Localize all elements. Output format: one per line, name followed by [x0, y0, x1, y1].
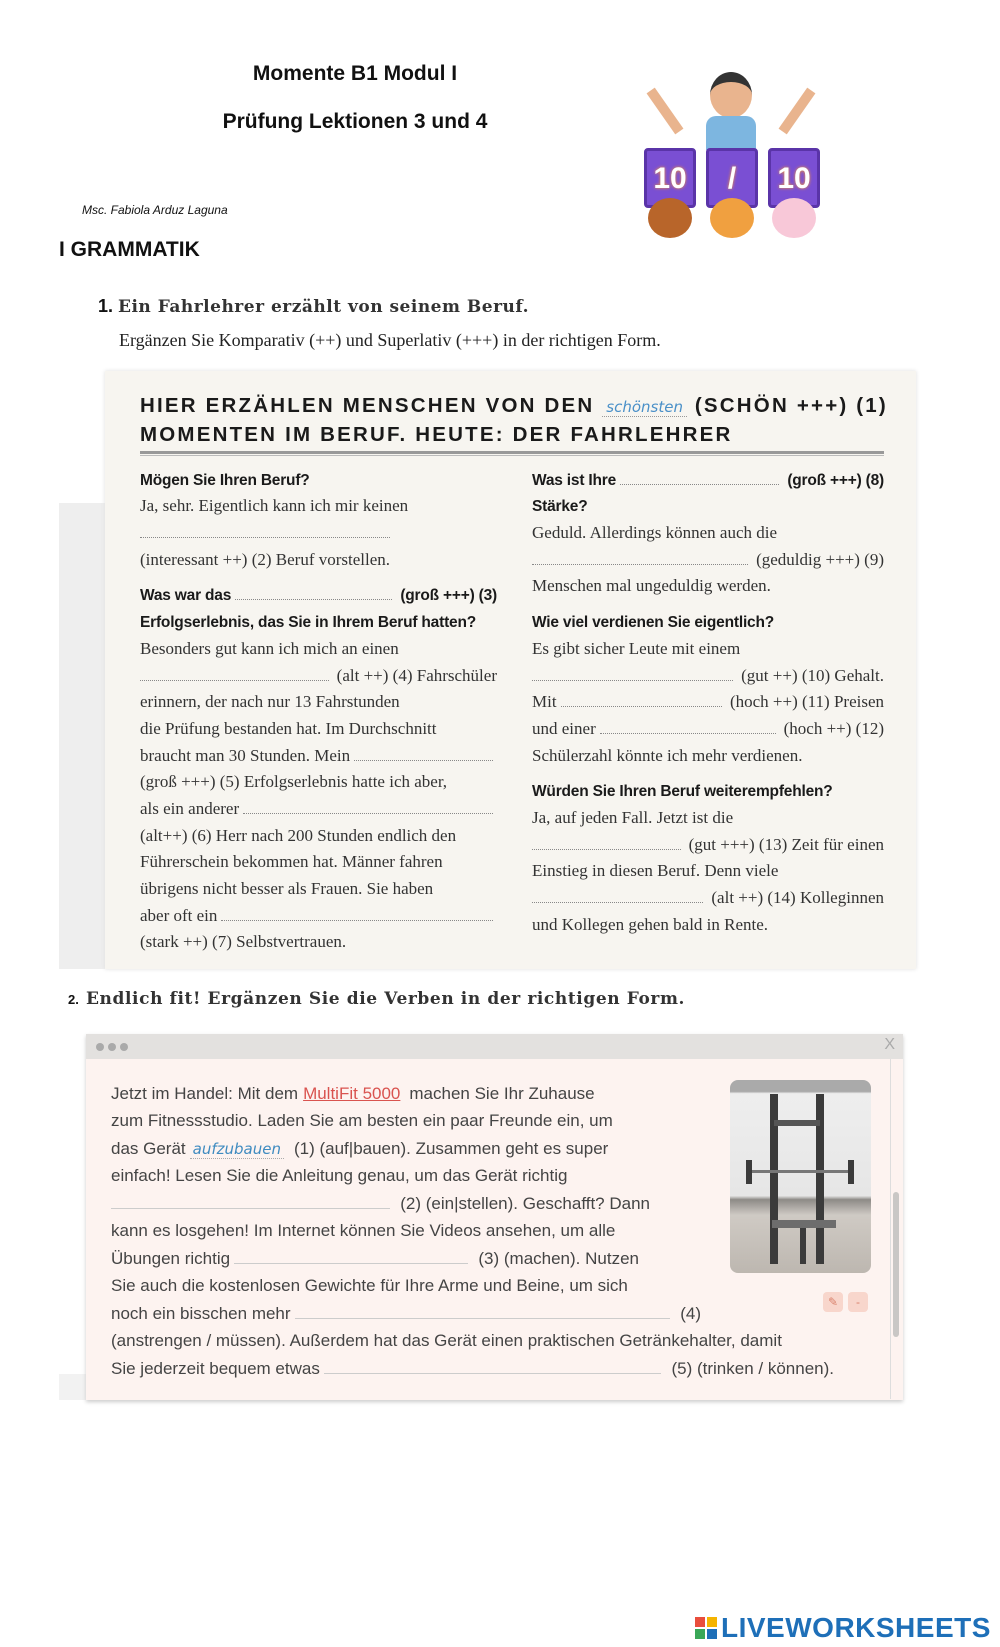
- text-line: [140, 739, 497, 766]
- page-title: Momente B1 Modul I: [252, 62, 458, 85]
- text-line: [111, 1131, 834, 1159]
- score-sticker-image: [640, 66, 825, 251]
- text-line: [532, 490, 884, 517]
- line-text: (geduldig +++) (9): [756, 549, 884, 569]
- line-text: (1) (auf|bauen). Zusammen geht es super: [293, 1138, 609, 1158]
- exercise-title: Endlich fit! Ergänzen Sie die Verben in der richtigen Form.: [86, 989, 686, 1009]
- answer-blank-input[interactable]: [234, 1263, 468, 1264]
- score-card: /: [706, 148, 758, 208]
- gray-margin: [59, 503, 107, 969]
- text-line: [532, 881, 884, 908]
- title-text: MOMENTEN IM BERUF. HEUTE: DER FAHRLEHRER: [140, 423, 733, 446]
- text-line: [111, 1241, 639, 1269]
- article-title: [140, 392, 888, 448]
- bunny-icon: [772, 198, 816, 238]
- text-line: [532, 543, 884, 570]
- text-line: [532, 659, 884, 686]
- line-text: das Gerät: [111, 1138, 186, 1158]
- text-line: [140, 543, 497, 570]
- text-line: [532, 570, 884, 597]
- answer-blank-input[interactable]: [221, 920, 493, 921]
- line-text: erinnern, der nach nur 13 Fahrstunden: [140, 692, 400, 712]
- line-text: Jetzt im Handel: Mit dem: [111, 1083, 299, 1103]
- liveworksheets-logo: [695, 1612, 991, 1644]
- line-text: machen Sie Ihr Zuhause: [409, 1083, 595, 1103]
- line-text: (alt++) (6) Herr nach 200 Stunden endlich den: [140, 825, 457, 845]
- line-text: einfach! Lesen Sie die Anleitung genau, um das Gerät richtig: [111, 1166, 568, 1185]
- line-text: Besonders gut kann ich mich an einen: [140, 638, 399, 658]
- line-text: Mögen Sie Ihren Beruf?: [140, 471, 310, 489]
- line-text: (groß +++) (8): [787, 471, 884, 489]
- line-text: Erfolgserlebnis, das Sie in Ihrem Beruf hatten?: [140, 614, 476, 632]
- divider: [140, 451, 884, 456]
- left-column: [140, 463, 497, 952]
- text-line: [140, 632, 497, 659]
- text-line: [140, 659, 497, 686]
- text-line: [532, 516, 884, 543]
- line-text: Ja, sehr. Eigentlich kann ich mir keinen: [140, 496, 409, 516]
- exercise-text: [111, 1076, 834, 1379]
- text-line: [140, 490, 497, 517]
- line-text: als ein anderer: [140, 798, 240, 818]
- text-line: [111, 1351, 834, 1379]
- text-line: [140, 899, 497, 926]
- line-text: aber oft ein: [140, 905, 218, 925]
- answer-blank-input[interactable]: [243, 813, 493, 814]
- text-line: [140, 712, 497, 739]
- answer-blank-input[interactable]: [354, 760, 493, 761]
- fitness-machine-image: [730, 1080, 871, 1273]
- teacher-arm: [647, 88, 684, 135]
- line-text: (hoch ++) (11) Preisen: [729, 692, 884, 712]
- line-text: (stark ++) (7) Selbstvertrauen.: [140, 932, 347, 952]
- line-text: Sie auch die kostenlosen Gewichte für Ihre Arme und Beine, um sich: [111, 1276, 628, 1295]
- text-line: [111, 1214, 834, 1242]
- text-line: [140, 792, 497, 819]
- line-text: braucht man 30 Stunden. Mein: [140, 745, 351, 765]
- text-line: [140, 579, 497, 606]
- text-line: [532, 605, 884, 632]
- text-line: [111, 1269, 834, 1297]
- text-line: [111, 1104, 834, 1132]
- line-text: (interessant ++) (2) Beruf vorstellen.: [140, 549, 391, 569]
- text-line: [532, 775, 884, 802]
- window-dot-icon: [108, 1043, 116, 1051]
- text-line: [111, 1296, 701, 1324]
- teacher-arm: [779, 88, 816, 135]
- line-text: noch ein bisschen mehr: [111, 1303, 291, 1323]
- divider: [890, 1059, 891, 1399]
- line-text: und einer: [532, 718, 596, 738]
- exercise-instruction: Ergänzen Sie Komparativ (++) und Superlativ (+++) in der richtigen Form.: [119, 330, 661, 350]
- line-text: Einstieg in diesen Beruf. Denn viele: [532, 861, 779, 881]
- line-text: übrigens nicht besser als Frauen. Sie haben: [140, 879, 434, 898]
- answer-blank-input[interactable]: [295, 1318, 671, 1319]
- line-text: kann es losgehen! Im Internet können Sie Videos ansehen, um alle: [111, 1221, 616, 1240]
- line-text: Es gibt sicher Leute mit einem: [532, 638, 741, 658]
- product-link[interactable]: MultiFit 5000: [303, 1083, 401, 1103]
- title-text: (SCHÖN +++) (1): [694, 394, 888, 417]
- text-line: [140, 463, 497, 490]
- answer-blank-input[interactable]: [532, 564, 748, 565]
- line-text: (hoch ++) (12): [783, 718, 884, 738]
- logo-text: LIVEWORKSHEETS: [721, 1612, 991, 1643]
- right-column: [532, 463, 884, 935]
- line-text: Wie viel verdienen Sie eigentlich?: [532, 614, 775, 632]
- text-line: [140, 926, 497, 953]
- line-text: Geduld. Allerdings können auch die: [532, 523, 778, 543]
- line-text: Was war das: [140, 587, 232, 605]
- line-text: (groß +++) (3): [400, 587, 497, 605]
- score-card: 10: [644, 148, 696, 208]
- answer-blank-input[interactable]: [532, 680, 733, 681]
- line-text: Übungen richtig: [111, 1248, 231, 1268]
- exercise-number: 1.: [98, 296, 114, 316]
- answer-blank-input[interactable]: [111, 1208, 390, 1209]
- gray-margin: [59, 1374, 87, 1400]
- text-line: [532, 712, 884, 739]
- line-text: (2) (ein|stellen). Geschafft? Dann: [400, 1193, 650, 1213]
- close-icon[interactable]: X: [884, 1036, 895, 1053]
- answer-blank-input[interactable]: [561, 706, 722, 707]
- text-line: [140, 819, 497, 846]
- text-line: [532, 739, 884, 766]
- title-text: HIER ERZÄHLEN MENSCHEN VON DEN: [140, 394, 595, 417]
- cat-icon: [710, 198, 754, 238]
- line-text: Stärke?: [532, 498, 588, 516]
- text-line: [532, 828, 884, 855]
- text-line: [532, 855, 884, 882]
- line-text: die Prüfung bestanden hat. Im Durchschnitt: [140, 718, 437, 738]
- window-titlebar: [86, 1034, 903, 1059]
- line-text: Menschen mal ungeduldig werden.: [532, 576, 771, 596]
- page-subtitle: Prüfung Lektionen 3 und 4: [222, 110, 488, 133]
- text-line: [111, 1159, 834, 1187]
- minimize-button[interactable]: -: [848, 1292, 868, 1312]
- line-text: Ja, auf jeden Fall. Jetzt ist die: [532, 807, 734, 827]
- answer-blank-input[interactable]: [324, 1373, 662, 1374]
- window-dot-icon: [120, 1043, 128, 1051]
- text-line: [140, 766, 497, 793]
- text-line: [140, 605, 497, 632]
- answer-blank-input[interactable]: [532, 849, 681, 850]
- line-text: (alt ++) (14) Kolleginnen: [711, 888, 884, 907]
- answer-blank-input[interactable]: [620, 484, 779, 485]
- line-text: Mit: [532, 692, 557, 712]
- line-text: und Kollegen gehen bald in Rente.: [532, 914, 769, 934]
- line-text: Würden Sie Ihren Beruf weiterempfehlen?: [532, 783, 833, 801]
- teacher-head: [710, 72, 752, 118]
- pen-icon[interactable]: ✎: [823, 1292, 843, 1312]
- answer-blank-input[interactable]: [140, 537, 390, 538]
- text-line: [140, 872, 497, 899]
- textbook-excerpt: [105, 371, 916, 969]
- text-line: [532, 632, 884, 659]
- text-line: [140, 686, 497, 713]
- line-text: (gut +++) (13) Zeit für einen: [688, 834, 884, 854]
- window-dot-icon: [96, 1043, 104, 1051]
- text-line: [532, 908, 884, 935]
- section-heading: I GRAMMATIK: [59, 238, 200, 261]
- line-text: (groß +++) (5) Erfolgserlebnis hatte ich aber,: [140, 772, 448, 792]
- text-line: [111, 1324, 834, 1352]
- line-text: (gut ++) (10) Gehalt.: [741, 665, 884, 685]
- answer-blank-input[interactable]: [600, 733, 776, 734]
- line-text: Sie jederzeit bequem etwas: [111, 1358, 320, 1378]
- browser-window: [86, 1034, 903, 1400]
- text-line: [111, 1186, 650, 1214]
- text-line: [532, 686, 884, 713]
- exercise-number: 2.: [68, 992, 79, 1007]
- line-text: Schülerzahl könnte ich mehr verdienen.: [532, 745, 803, 765]
- exercise-title: Ein Fahrlehrer erzählt von seinem Beruf.: [118, 297, 530, 317]
- answer-blank-input[interactable]: [140, 680, 329, 681]
- text-line: [532, 463, 884, 490]
- line-text: zum Fitnessstudio. Laden Sie am besten ein paar Freunde ein, um: [111, 1111, 613, 1130]
- text-line: [532, 801, 884, 828]
- line-text: Führerschein bekommen hat. Männer fahren: [140, 852, 443, 872]
- line-text: (5) (trinken / können).: [671, 1358, 834, 1378]
- dog-icon: [648, 198, 692, 238]
- filled-answer: aufzubauen: [190, 1140, 284, 1159]
- text-line: [111, 1076, 834, 1104]
- scrollbar[interactable]: [893, 1192, 899, 1337]
- answer-blank-input[interactable]: [235, 599, 392, 600]
- line-text: (anstrengen / müssen). Außerdem hat das Gerät einen praktischen Getränkehalter, damit: [111, 1331, 782, 1350]
- text-line: [140, 846, 497, 873]
- text-line: [140, 516, 497, 543]
- line-text: (4): [680, 1303, 701, 1323]
- logo-icon: [695, 1617, 717, 1639]
- line-text: (alt ++) (4) Fahrschüler: [336, 665, 497, 685]
- example-answer: schönsten: [602, 398, 687, 417]
- line-text: Was ist Ihre: [532, 471, 617, 489]
- score-card: 10: [768, 148, 820, 208]
- answer-blank-input[interactable]: [532, 902, 703, 903]
- line-text: (3) (machen). Nutzen: [478, 1248, 639, 1268]
- author-name: Msc. Fabiola Arduz Laguna: [82, 203, 228, 217]
- teacher-body: [706, 116, 756, 150]
